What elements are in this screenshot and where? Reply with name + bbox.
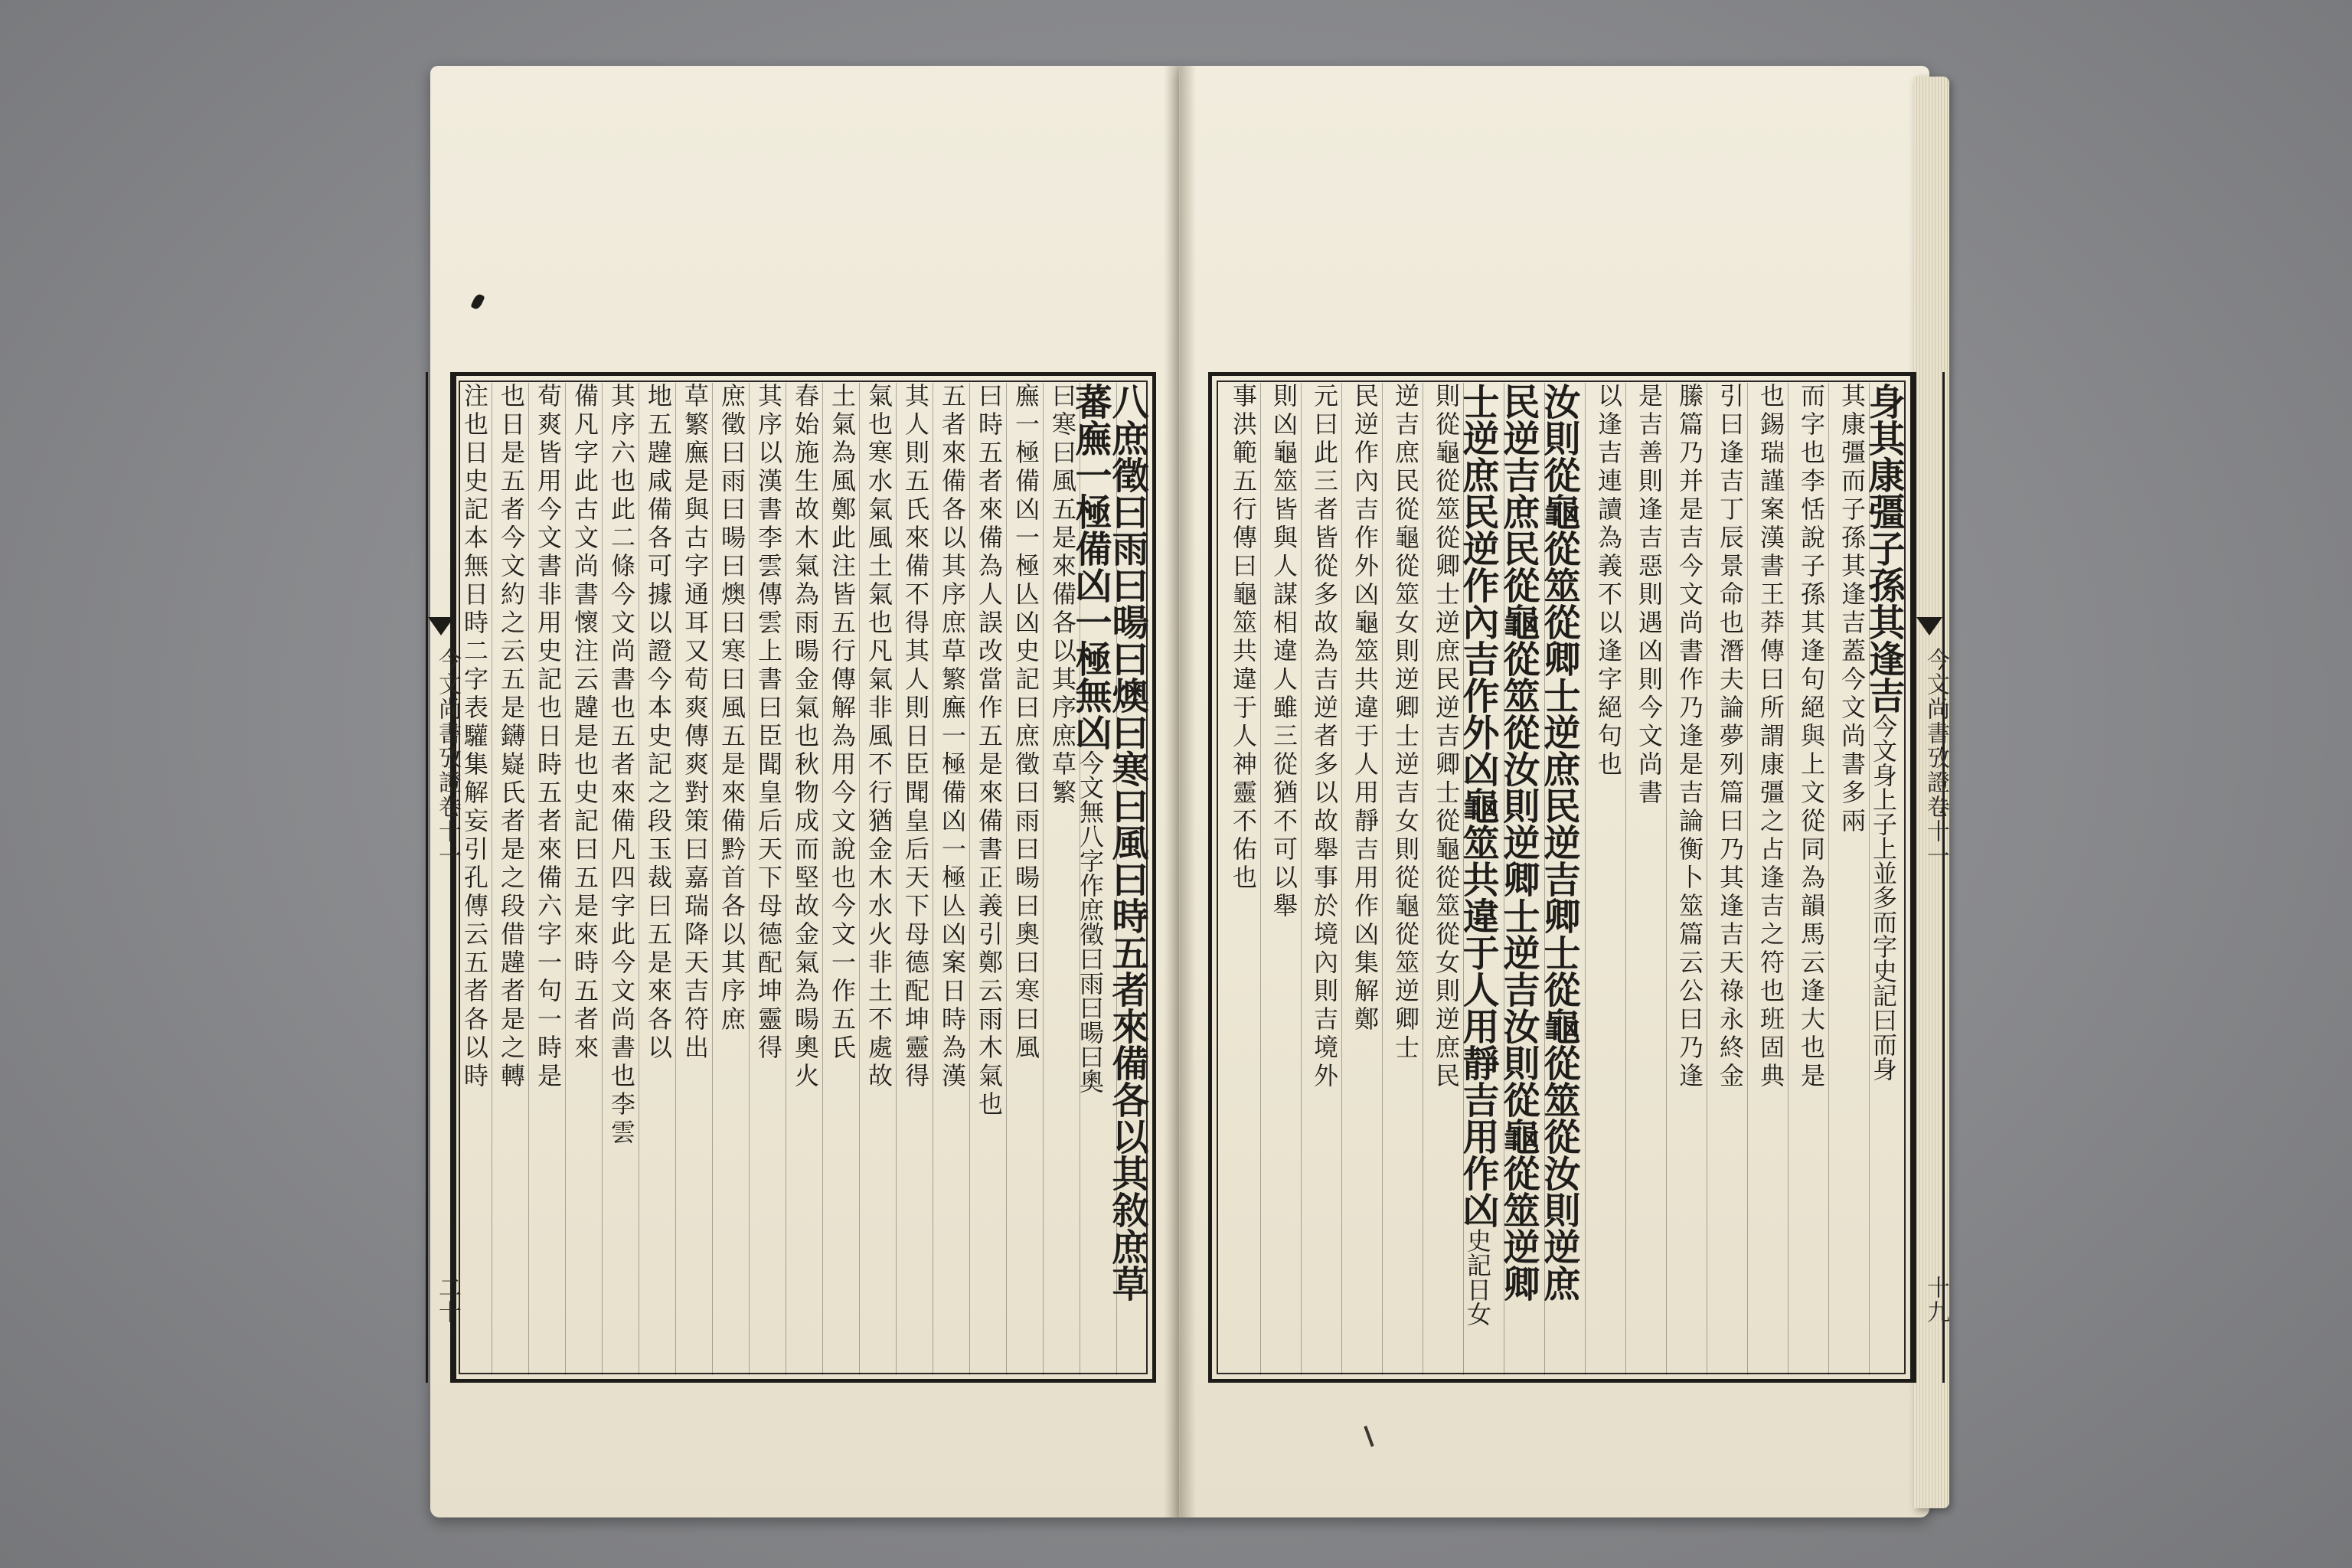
column-rule [1463,383,1464,1375]
column-text: 春始施生故木氣為雨暘金氣也秋物成而堅故金氣為暘奧火 [791,383,820,1091]
commentary-column [1791,383,1827,1378]
commentary-column [1628,383,1664,1378]
column-rule [712,383,713,1375]
book-spine [1164,66,1196,1517]
column-text: 廡一極備凶一極亾凶史記曰庶徵曰雨曰暘曰奧曰寒曰風 [1011,383,1040,1063]
commentary-column [605,383,637,1378]
left-page-center-strip [426,372,461,1383]
commentary-column [568,383,600,1378]
column-text: 注也日史記本無日時二字表驩集解妄引孔傳云五者各以時 [460,383,489,1091]
commentary-column [715,383,747,1378]
column-text: 荀爽皆用今文書非用史記也日時五者來備六字一句一時是 [534,383,563,1091]
commentary-column [1304,383,1340,1378]
commentary-column [862,383,894,1378]
column-text: 縢篇乃并是吉今文尚書作乃逢是吉論衡卜筮篇云公曰乃逢 [1675,383,1704,1091]
column-rule [1747,383,1748,1375]
column-rule [1043,383,1044,1375]
column-text: 其人則五氏來備不得其人則日臣聞皇后天下母德配坤靈得 [901,383,930,1091]
column-text: 引曰逢吉丁辰景命也潛夫論夢列篇曰乃其逢吉天祿永終金 [1716,383,1745,1091]
column-rule [1666,383,1667,1375]
column-rule [822,383,823,1375]
main-text-column [1862,383,1908,1378]
column-text: 土氣為風鄭此注皆五行傳解為用今文說也今文一作五氏 [828,383,857,1063]
main-text-column [1069,383,1115,1378]
column-text: 也錫瑞謹案漢書王莽傳曰所謂康彊之占逢吉之符也班固典 [1756,383,1785,1091]
commentary-column [1385,383,1421,1378]
commentary-column [825,383,858,1378]
column-text: 則從龜從筮從卿士逆庶民逆吉卿士從龜從筮從女則逆庶民 [1432,383,1461,1091]
commentary-column [789,383,821,1378]
inline-commentary: 今文無八字作庶徵曰雨曰暘曰奧 [1076,750,1105,1093]
column-text: 民逆吉庶民從龜從筮從汝則逆卿士逆吉汝則從龜從筮逆卿 [1497,383,1540,1302]
column-text: 其康彊而子孫其逢吉蓋今文尚書多兩 [1838,383,1867,836]
column-text: 士逆庶民逆作內吉作外凶龜筮共違于人用靜吉用作凶 [1456,383,1499,1228]
column-text: 八庶徵曰雨曰暘曰燠曰寒曰風曰時五者來備各以其敘庶草 [1106,383,1148,1302]
column-text: 逆吉庶民從龜從筮女則逆卿士逆吉女則從龜從筮逆卿士 [1391,383,1420,1063]
commentary-column [1750,383,1786,1378]
right-page-header: 今文尚書攷證卷十一 [1922,648,1949,868]
column-rule [896,383,897,1375]
main-text-column [1537,383,1583,1378]
column-text: 元曰此三者皆從多故為吉逆者多以故舉事於境內則吉境外 [1310,383,1339,1091]
column-rule [602,383,603,1375]
column-rule [565,383,566,1375]
column-rule [1828,383,1829,1375]
commentary-column [936,383,968,1378]
column-rule [1116,383,1117,1375]
commentary-column [1046,383,1078,1378]
column-rule [528,383,529,1375]
column-rule [969,383,970,1375]
column-text: 事洪範五行傳曰龜筮共違于人神靈不佑也 [1229,383,1258,893]
column-rule [1301,383,1302,1375]
inline-commentary: 今文身上子上並多而字史記曰而身 [1869,714,1898,1081]
commentary-column [1263,383,1299,1378]
column-text: 身其康彊子孫其逢吉 [1862,383,1905,714]
fish-tail-mark [428,617,454,635]
main-text-column [1456,383,1502,1378]
column-rule [1544,383,1545,1375]
column-text: 而字也李恬說子孫其逢句絕與上文從同為韻馬云逢大也是 [1797,383,1826,1091]
column-text: 氣也寒水氣風土氣也凡氣非風不行猶金木水火非土不處故 [864,383,893,1091]
column-text: 五者來備各以其序庶草繁廡一極備凶一極亾凶案日時為漢 [938,383,967,1091]
right-page-center-strip [1914,372,1949,1383]
column-rule [749,383,750,1375]
main-text-column [1497,383,1543,1378]
commentary-column [1223,383,1259,1378]
column-text: 其序六也此二條今文尚書也五者來備凡四字此今文尚書也李雲 [607,383,636,1148]
column-text: 汝則從龜從筮從卿士逆庶民逆吉卿士從龜從筮從汝則逆庶 [1537,383,1580,1302]
column-rule [1006,383,1007,1375]
column-rule [1382,383,1383,1375]
commentary-column [972,383,1004,1378]
commentary-column [642,383,674,1378]
column-text: 庶徵曰雨曰暘曰燠曰寒曰風五是來備黔首各以其序庶 [717,383,746,1034]
commentary-column [678,383,710,1378]
commentary-column [458,383,490,1378]
column-rule [1625,383,1626,1375]
commentary-column [1426,383,1462,1378]
column-rule [859,383,860,1375]
commentary-column [495,383,527,1378]
column-rule [1585,383,1586,1375]
fish-tail-mark [1916,617,1942,635]
commentary-column [531,383,564,1378]
commentary-column [1831,383,1867,1378]
commentary-column [899,383,931,1378]
column-text: 則凶龜筮皆與人謀相違人雖三從猶不可以舉 [1269,383,1298,921]
column-text: 備凡字此古文尚書懷注云韙是也史記曰五是來時五者來 [570,383,599,1063]
column-text: 也日是五者今文約之云五是鑮嶷氏者是之段借韙者是之轉 [497,383,526,1091]
column-text: 地五韙咸備各可據以證今本史記之段玉裁曰五是來各以 [644,383,673,1063]
commentary-column [1009,383,1041,1378]
commentary-column [1669,383,1705,1378]
column-text: 以逢吉連讀為義不以逢字絕句也 [1594,383,1623,779]
left-page-header: 今文尚書攷證卷十一 [434,648,461,868]
column-text: 曰時五者來備為人誤改當作五是來備書正義引鄭云雨木氣也 [975,383,1004,1119]
left-page-number: 二十 [434,1276,461,1325]
column-text: 蕃廡一極備凶一極無凶 [1069,383,1112,750]
right-page-number: 十九 [1922,1276,1949,1325]
column-text: 其序以漢書李雲傳雲上書曰臣聞皇后天下母德配坤靈得 [754,383,783,1063]
commentary-column [752,383,784,1378]
column-rule [1341,383,1342,1375]
column-text: 曰寒曰風五是來備各以其序庶草繁 [1048,383,1077,808]
main-text-column [1106,383,1152,1378]
commentary-column [1588,383,1624,1378]
column-text: 是吉善則逢吉惡則遇凶則今文尚書 [1635,383,1664,808]
column-rule [1869,383,1870,1375]
commentary-column [1344,383,1380,1378]
column-rule [675,383,676,1375]
column-rule [1260,383,1261,1375]
commentary-column [1710,383,1746,1378]
column-text: 民逆作內吉作外凶龜筮共違于人用靜吉用作凶集解鄭 [1351,383,1380,1034]
column-text: 草繁廡是與古字通耳又荀爽傳爽對策曰嘉瑞降天吉符出 [681,383,710,1063]
inline-commentary: 史記日女 [1463,1228,1492,1326]
